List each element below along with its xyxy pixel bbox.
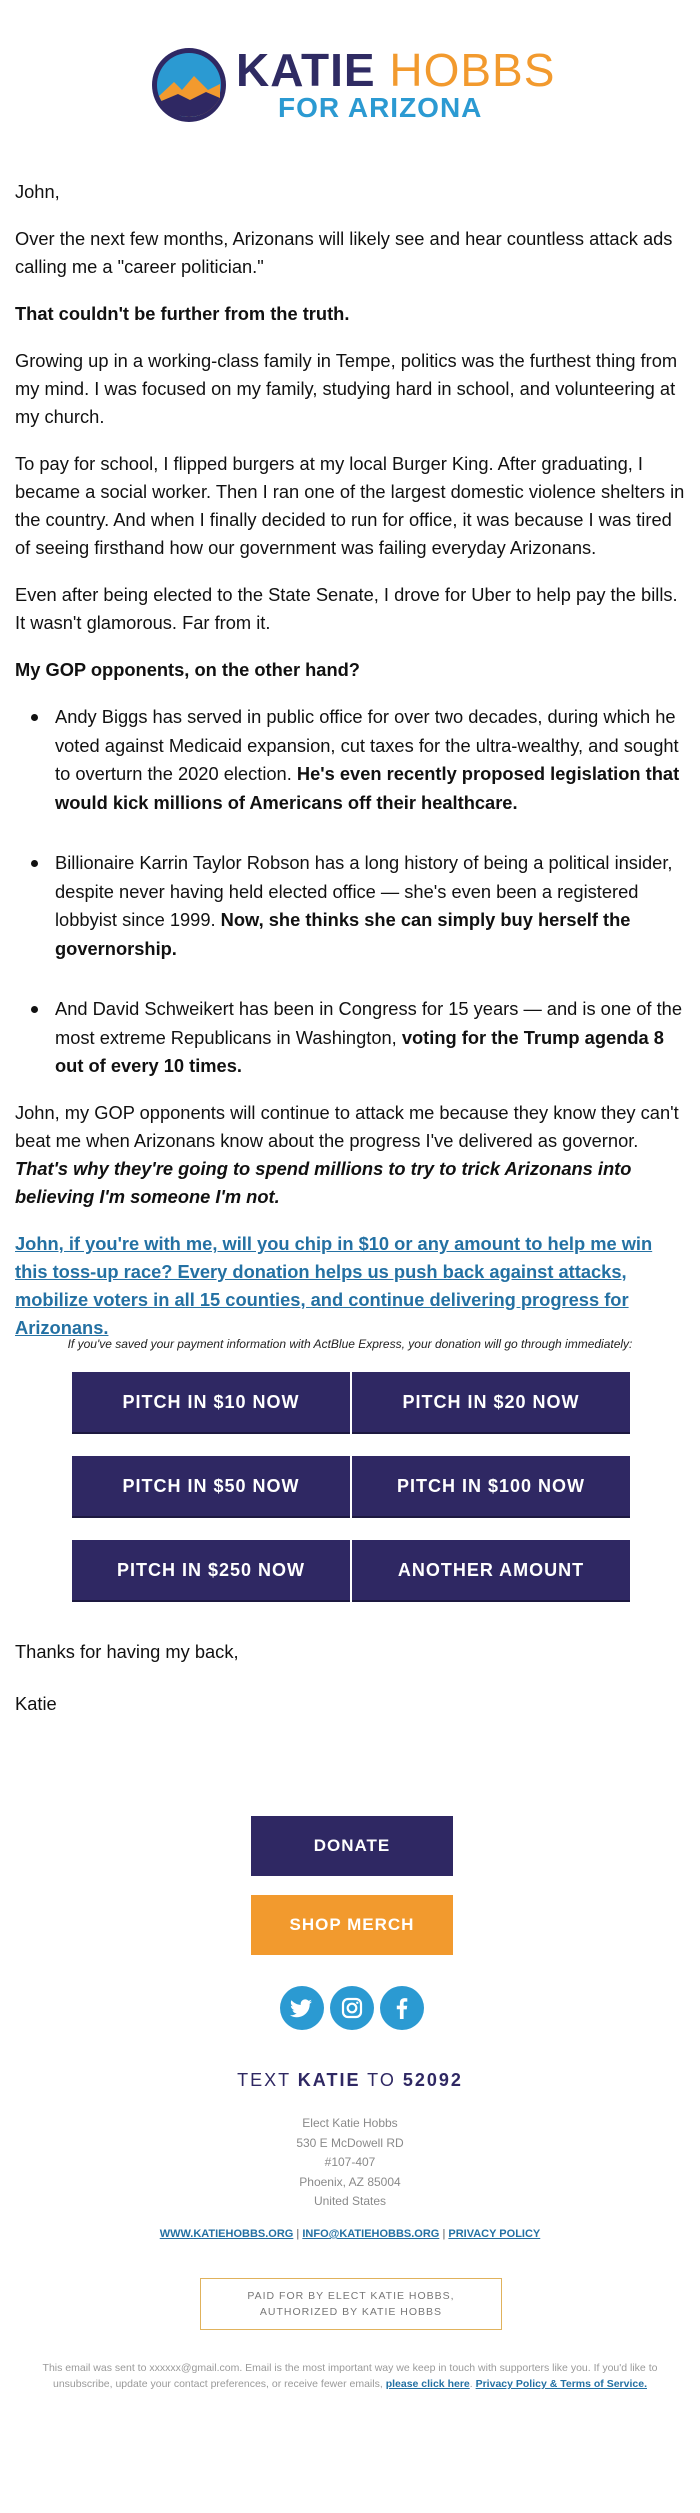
arizona-mountain-icon: [150, 46, 228, 124]
email-link[interactable]: INFO@KATIEHOBBS.ORG: [302, 2228, 440, 2240]
logo-name: KATIE HOBBS: [236, 44, 556, 96]
privacy-policy-link[interactable]: PRIVACY POLICY: [448, 2228, 541, 2240]
bullet-icon: [31, 714, 38, 721]
greeting: John,: [15, 181, 60, 202]
instagram-icon[interactable]: [330, 1986, 374, 2030]
bullet-icon: [31, 860, 38, 867]
website-link[interactable]: WWW.KATIEHOBBS.ORG: [159, 2228, 294, 2240]
donate-10-button[interactable]: PITCH IN $10 NOW: [72, 1372, 350, 1434]
campaign-logo: [0, 0, 700, 160]
signoff-name: Katie: [15, 1693, 57, 1714]
donate-other-amount-button[interactable]: ANOTHER AMOUNT: [352, 1540, 630, 1602]
paragraph-closing: John, my GOP opponents will continue to attack me because they know they can't beat me when Arizonans know about the progress I've delivered as governor. That's why they're going to spend millions to try to trick Arizonans into believing I'm someone I'm not.: [15, 1102, 679, 1207]
unsubscribe-link[interactable]: please click here: [385, 2378, 470, 2390]
paragraph-uber: Even after being elected to the State Senate, I drove for Uber to help pay the bills. It wasn't glamorous. Far from it.: [15, 584, 678, 633]
donate-100-button[interactable]: PITCH IN $100 NOW: [352, 1456, 630, 1518]
actblue-note: If you've saved your payment information with ActBlue Express, your donation will go through immediately:: [67, 1337, 633, 1351]
paragraph-growing-up: Growing up in a working-class family in Tempe, politics was the furthest thing from my mind. I was focused on my family, studying hard in school, and volunteering at my church.: [15, 350, 678, 427]
signoff-thanks: Thanks for having my back,: [15, 1641, 239, 1662]
paragraph-attack-ads: Over the next few months, Arizonans will likely see and hear countless attack ads calling me a "career politician.": [15, 228, 673, 277]
footer-links: WWW.KATIEHOBBS.ORG | INFO@KATIEHOBBS.ORG | PRIVACY POLICY: [159, 2228, 541, 2240]
donate-20-button[interactable]: PITCH IN $20 NOW: [352, 1372, 630, 1434]
unsubscribe-fine-print: This email was sent to xxxxxx@gmail.com. Email is the most important way we keep in touch with supporters like you. If you'd like to unsubscribe, update your contact preferences, or receive fewer emails, please click here. Privacy Policy & Terms of Service.: [42, 2362, 658, 2390]
bullet-icon: [31, 1006, 38, 1013]
donate-button[interactable]: DONATE: [251, 1816, 453, 1876]
donate-250-button[interactable]: PITCH IN $250 NOW: [72, 1540, 350, 1602]
donation-ask-link[interactable]: John, if you're with me, will you chip in $10 or any amount to help me win this toss-up race? Every donation helps us push back against attacks, mobilize voters in all 15 counties, and continue delivering progress for Arizonans.: [15, 1233, 653, 1338]
shop-merch-button[interactable]: SHOP MERCH: [251, 1895, 453, 1955]
paragraph-truth: That couldn't be further from the truth.: [15, 303, 350, 324]
text-to-donate: TEXT KATIE TO 52092: [237, 2070, 463, 2090]
logo-tagline: FOR ARIZONA: [278, 92, 483, 123]
twitter-icon[interactable]: [280, 1986, 324, 2030]
donate-50-button[interactable]: PITCH IN $50 NOW: [72, 1456, 350, 1518]
mailing-address: Elect Katie Hobbs 530 E McDowell RD #107-407 Phoenix, AZ 85004 United States: [296, 2116, 404, 2208]
paragraph-pay-for-school: To pay for school, I flipped burgers at my local Burger King. After graduating, I became a social worker. Then I ran one of the largest domestic violence shelters in the country. And when I finally decided to run for office, it was because I was tired of seeing firsthand how our government was failing everyday Arizonans.: [15, 453, 685, 558]
privacy-terms-link[interactable]: Privacy Policy & Terms of Service.: [475, 2378, 647, 2390]
paragraph-gop-opponents: My GOP opponents, on the other hand?: [15, 659, 360, 680]
paid-for-disclaimer: PAID FOR BY ELECT KATIE HOBBS, AUTHORIZED BY KATIE HOBBS: [200, 2278, 502, 2330]
facebook-icon[interactable]: [380, 1986, 424, 2030]
